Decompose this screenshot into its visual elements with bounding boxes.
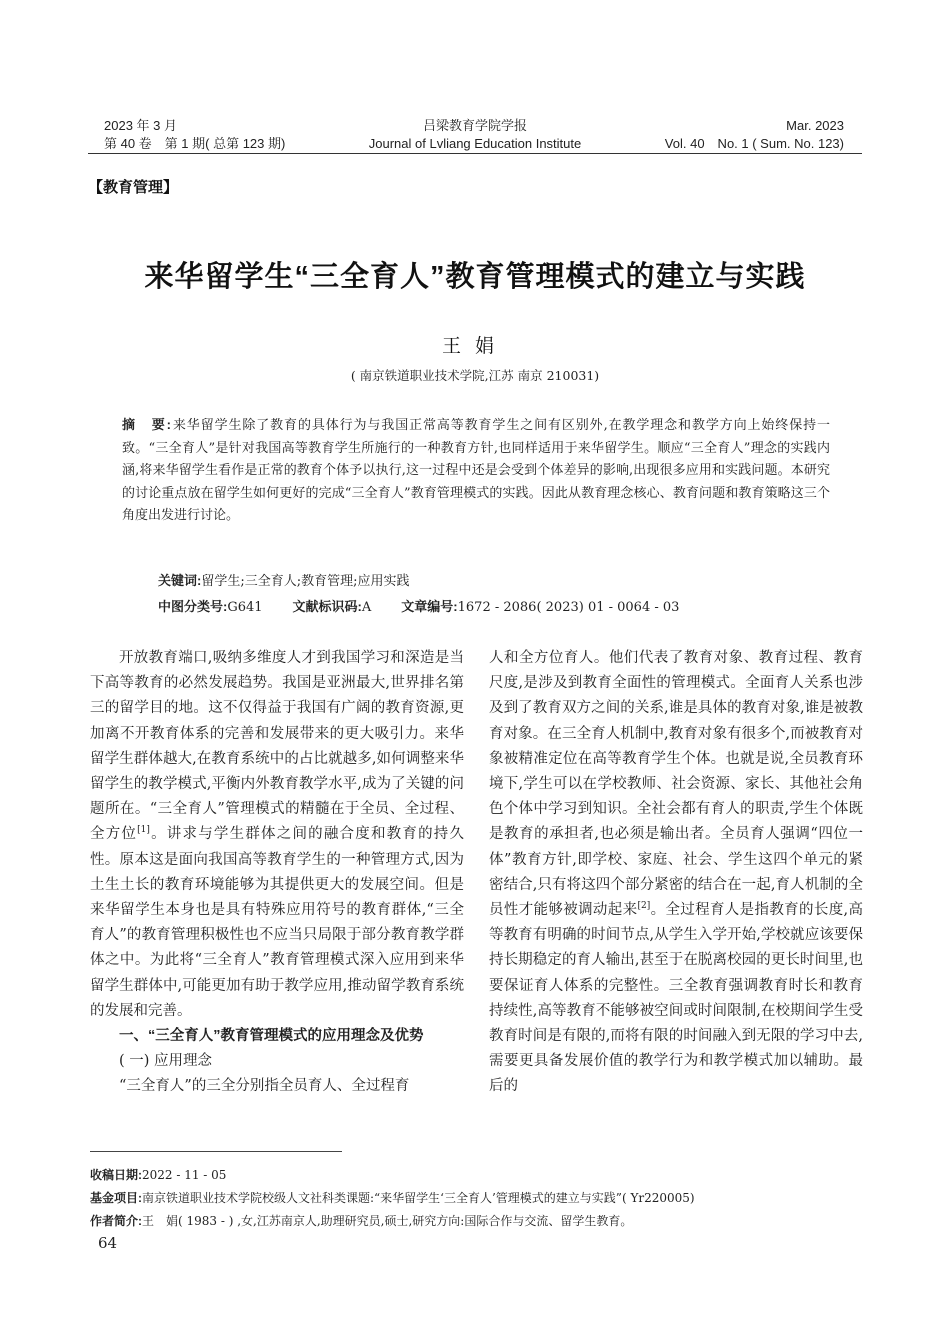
section-tag: 【教育管理】 — [88, 179, 179, 196]
footnote-author-bio — [90, 1213, 870, 1229]
page-number: 64 — [98, 1234, 118, 1252]
body-paragraph — [90, 646, 464, 1024]
abstract-label: 摘 要: — [122, 417, 173, 432]
citation-ref[interactable]: [1] — [137, 825, 150, 836]
footnote-received — [90, 1167, 870, 1183]
header-date: 2023 年 3 月 — [104, 118, 177, 133]
article-no-label: 文章编号: — [401, 599, 458, 614]
header-right — [665, 117, 844, 153]
paragraph-text: 人和全方位育人。他们代表了教育对象、教育过程、教育尺度,是涉及到教育全面性的管理模式。全面育人关系也涉及到了教育双方之间的关系,谁是具体的教育对象,谁是被教育对象。在三全育人机制中,教育对象有很多个,而被教育对象被精准定位在高等教育学生个体。也就是说,全员教育环境下,学生可以在学校教师、社会资源、家长、其他社会角色个体中学习到知识。全社会都有育人的职责,学生个体既是教育的承担者,也必须是输出者。全员育人强调“四位一体”教育方针,即学校、家庭、社会、学生这四个单元的紧密结合,只有将这四个部分紧密的结合在一起,育人机制的全员性才能够被调动起来 — [489, 650, 863, 919]
received-value: 2022 - 11 - 05 — [142, 1168, 227, 1182]
doc-code-label: 文献标识码: — [292, 599, 362, 614]
header-center — [300, 117, 650, 153]
paragraph-text: 。讲求与学生群体之间的融合度和教育的持久性。原本这是面向我国高等教育学生的一种管理方式,因为土生土长的教育环境能够为其提供更大的发展空间。但是来华留学生本身也是具有特殊应用符号的教育群体,“三全育人”的教育管理积极性也不应当只局限于部分教育教学群体之中。为此将“三全育人”教育管理模式深入应用到来华留学生群体中,可能更加有助于教学应用,推动留学教育系统的发展和完善。 — [90, 826, 465, 1019]
header-rule — [88, 153, 862, 154]
citation-ref[interactable]: [2] — [637, 901, 651, 912]
keywords-label: 关键词: — [158, 573, 202, 588]
fund-label: 基金项目: — [90, 1191, 142, 1205]
journal-name-en: Journal of Lvliang Education Institute — [368, 136, 582, 151]
bio-label: 作者简介: — [90, 1214, 142, 1228]
body-column-left — [90, 646, 464, 1100]
header-left — [104, 117, 285, 153]
keywords-text: 留学生;三全育人;教育管理;应用实践 — [201, 574, 410, 589]
article-title: 来华留学生“三全育人”教育管理模式的建立与实践 — [144, 261, 806, 293]
author-name: 王娟 — [441, 335, 508, 357]
fund-value: 南京铁道职业技术学院校级人文社科类课题:“来华留学生‘三全育人’管理模式的建立与实践”( Yr220005) — [142, 1191, 695, 1205]
abstract — [122, 414, 830, 528]
header-volume-en: Vol. 40 No. 1 ( Sum. No. 123) — [664, 136, 844, 151]
classification-line — [158, 596, 679, 615]
footnote-fund — [90, 1190, 870, 1206]
subsection-heading: ( 一) 应用理念 — [119, 1053, 213, 1070]
keywords — [158, 570, 409, 589]
header-date-en: Mar. 2023 — [786, 118, 844, 133]
abstract-text: 来华留学生除了教育的具体行为与我国正常高等教育学生之间有区别外,在教学理念和教学方向上始终保持一致。“三全育人”是针对我国高等教育学生所施行的一种教育方针,也同样适用于来华留学生。顺应“三全育人”理念的实践内涵,将来华留学生看作是正常的教育个体予以执行,这一过程中还是会受到个体差异的影响,出现很多应用和实践问题。本研究的讨论重点放在留学生如何更好的完成“三全育人”教育管理模式的实践。因此从教育理念核心、教育问题和教育策略这三个角度出发进行讨论。 — [122, 418, 830, 523]
received-label: 收稿日期: — [90, 1168, 142, 1182]
journal-name-cn: 吕梁教育学院学报 — [422, 118, 527, 133]
bio-value: 王 娟( 1983 - ) ,女,江苏南京人,助理研究员,硕士,研究方向:国际合作与交流、留学生教育。 — [142, 1214, 633, 1228]
body-paragraph: “三全育人”的三全分别指全员育人、全过程育 — [119, 1078, 410, 1095]
paragraph-text: 开放教育端口,吸纳多维度人才到我国学习和深造是当下高等教育的必然发展趋势。我国是亚洲最大,世界排名第三的留学目的地。这不仅得益于我国有广阔的教育资源,更加离不开教育体系的完善和发展带来的更大吸引力。来华留学生群体越大,在教育系统中的占比就越多,如何调整来华留学生的教学模式,平衡内外教育教学水平,成为了关键的问题所在。“三全育人”管理模式的精髓在于全员、全过程、全方位 — [90, 650, 464, 843]
footnote-rule — [90, 1151, 342, 1152]
article-no-value: 1672 - 2086( 2023) 01 - 0064 - 03 — [457, 600, 680, 615]
body-paragraph — [489, 646, 863, 1100]
header-volume: 第 40 卷 第 1 期( 总第 123 期) — [104, 136, 286, 151]
author-affiliation: ( 南京铁道职业技术学院,江苏 南京 210031) — [350, 368, 600, 383]
clc-label: 中图分类号: — [158, 599, 228, 614]
section-heading-1: 一、“三全育人”教育管理模式的应用理念及优势 — [119, 1028, 424, 1045]
body-column-right — [489, 646, 863, 1100]
doc-code-value: A — [361, 600, 372, 615]
paragraph-text: 。全过程育人是指教育的长度,高等教育有明确的时间节点,从学生入学开始,学校就应该要保持长期稳定的育人输出,甚至于在脱离校园的更长时间里,也要保证育人体系的完整性。三全教育强调教育时长和教育持续性,高等教育不能够被空间或时间限制,在校期间学生受教育时间是有限的,而将有限的时间融入到无限的学习中去,需要更具备发展价值的教学行为和教学模式加以辅助。最后的 — [489, 902, 864, 1095]
clc-value: G641 — [227, 600, 263, 615]
